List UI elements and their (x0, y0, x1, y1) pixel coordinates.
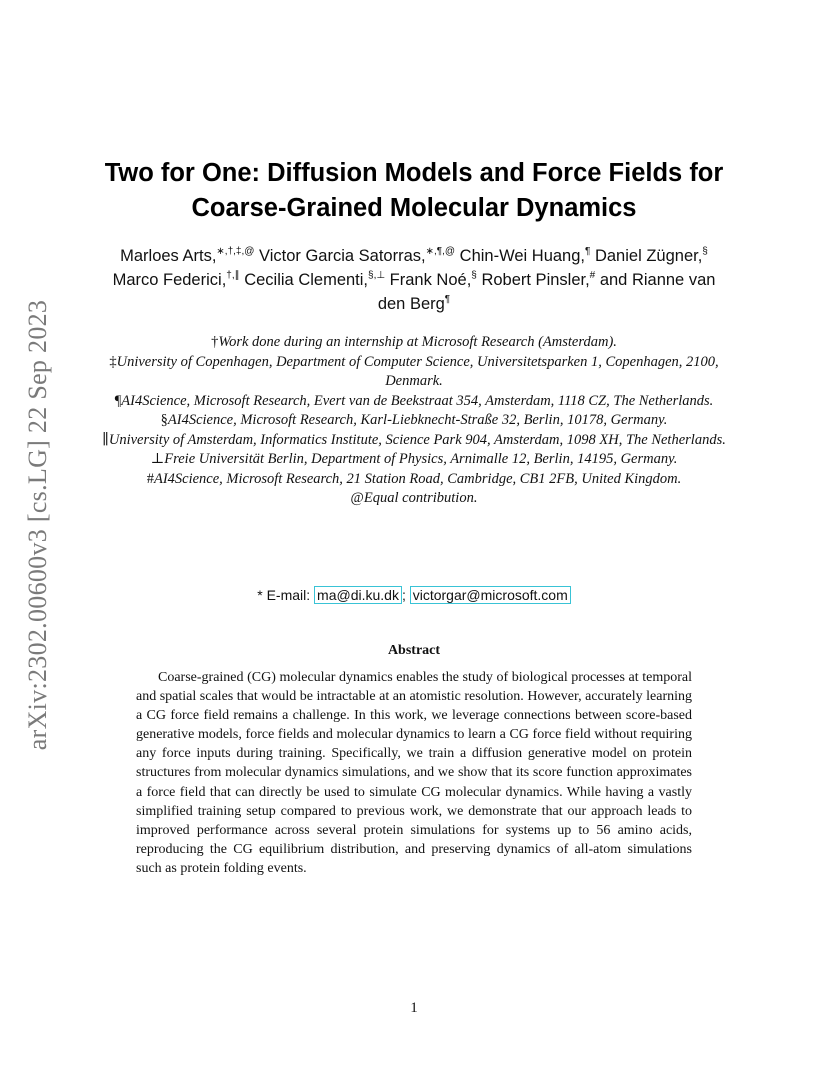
abstract-heading: Abstract (387, 643, 441, 658)
author: and Rianne van den Berg¶ (377, 271, 716, 313)
affiliation: ⊥Freie Universität Berlin, Department of Physics, Arnimalle 12, Berlin, 14195, Germany. (150, 451, 678, 467)
affiliation: †Work done during an internship at Microsoft Research (Amsterdam). (211, 334, 617, 350)
email-separator: ; (401, 587, 406, 603)
email-link-satorras[interactable]: victorgar@microsoft.com (410, 586, 571, 604)
affiliation: ∥University of Amsterdam, Informatics Institute, Science Park 904, Amsterdam, 1098 XH, The Netherlands. (102, 431, 726, 448)
email-label: E-mail: (266, 587, 311, 603)
affiliation-list (96, 333, 732, 509)
arxiv-identifier-text: arXiv:2302.00600v3 [cs.LG] 22 Sep 2023 (23, 299, 52, 751)
author: Frank Noé,§ (389, 270, 477, 289)
author: Marco Federici,†,∥ (112, 270, 240, 289)
author: Victor Garcia Satorras,∗,¶,@ (259, 246, 456, 265)
contact-email (100, 585, 728, 605)
affiliation: @Equal contribution. (350, 490, 478, 506)
author: Cecilia Clementi,§,⊥ (244, 270, 386, 289)
author: Marloes Arts,∗,†,‡,@ (120, 246, 255, 265)
affiliation: §AI4Science, Microsoft Research, Karl-Liebknecht-Straße 32, Berlin, 10178, Germany. (160, 412, 668, 428)
affiliation: #AI4Science, Microsoft Research, 21 Station Road, Cambridge, CB1 2FB, United Kingdom. (146, 470, 682, 487)
affiliation: ¶AI4Science, Microsoft Research, Evert van de Beekstraat 354, Amsterdam, 1118 CZ, The Netherlands. (114, 392, 714, 409)
author: Chin-Wei Huang,¶ (459, 246, 591, 265)
paper-title: Two for One: Diffusion Models and Force Fields for Coarse-Grained Molecular Dynamics (104, 159, 724, 222)
page-number: 1 (410, 1000, 418, 1016)
email-star-marker: * (257, 587, 263, 603)
arxiv-identifier-stamp (18, 285, 58, 765)
author: Daniel Zügner,§ (594, 246, 708, 265)
abstract-text: Coarse-grained (CG) molecular dynamics enables the study of biological processes at temporal and spatial scales that would be intractable at an atomistic resolution. However, accurately learning a CG force field remains a challenge. In this work, we leverage connections between score-based generative models, force fields and molecular dynamics to learn a CG force field without requiring any force inputs during training. Specifically, we train a diffusion generative model on protein structures from molecular dynamics simulations, and we show that its score function approximates a force field that can directly be used to simulate CG molecular dynamics. While having a vastly simplified training setup compared to previous work, we demonstrate that our approach leads to improved performance across several protein simulations for systems up to 56 amino acids, reproducing the CG equilibrium distribution, and preserving dynamics of all-atom simulations such as protein folding events. (136, 670, 692, 876)
author-list (100, 244, 728, 316)
email-link-arts[interactable]: ma@di.ku.dk (314, 586, 402, 604)
affiliation: ‡University of Copenhagen, Department of Computer Science, Universitetsparken 1, Copenhagen, 2100, Denmark. (109, 353, 719, 389)
author: Robert Pinsler,# (481, 270, 596, 289)
